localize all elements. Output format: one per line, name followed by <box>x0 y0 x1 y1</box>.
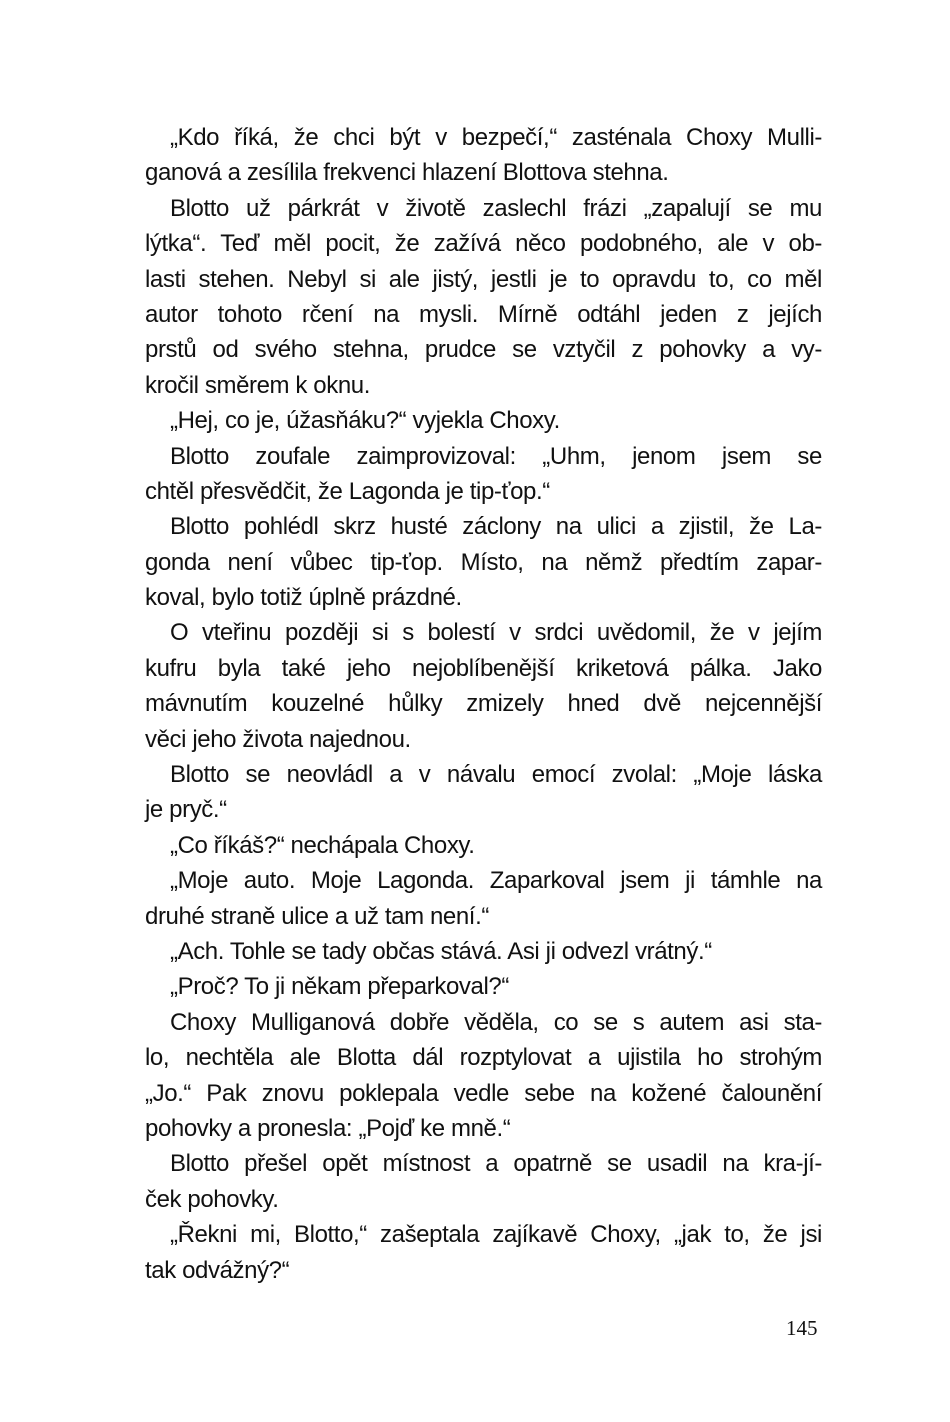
text-line: tak odvážný?“ <box>145 1256 290 1284</box>
text-line: Choxy Mulliganová dobře věděla, co se s autem asi sta- <box>170 1008 822 1036</box>
text-line: Blotto se neovládl a v návalu emocí zvolal: „Moje láska <box>170 761 822 789</box>
text-line: Blotto přešel opět místnost a opatrně se usadil na kra-jí- <box>170 1150 822 1178</box>
text-line: lasti stehen. Nebyl si ale jistý, jestli je to opravdu to, co měl <box>145 265 822 293</box>
text-line: kufru byla také jeho nejoblíbenější kriketová pálka. Jako <box>145 654 822 682</box>
text-line: kročil směrem k oknu. <box>145 371 370 399</box>
text-line: lýtka“. Teď měl pocit, že zažívá něco podobného, ale v ob- <box>145 230 822 258</box>
text-line: Blotto už párkrát v životě zaslechl frázi „zapalují se mu <box>170 194 822 222</box>
text-line: pohovky a pronesla: „Pojď ke mně.“ <box>145 1114 511 1142</box>
text-line: „Ach. Tohle se tady občas stává. Asi ji odvezl vrátný.“ <box>170 937 712 965</box>
text-line: „Moje auto. Moje Lagonda. Zaparkoval jsem ji támhle na <box>170 867 822 895</box>
text-line: je pryč.“ <box>145 796 227 824</box>
text-line: druhé straně ulice a už tam není.“ <box>145 902 489 930</box>
text-line: koval, bylo totiž úplně prázdné. <box>145 584 462 612</box>
text-line: autor tohoto rčení na mysli. Mírně odtáhl jeden z jejích <box>145 300 822 328</box>
text-line: lo, nechtěla ale Blotta dál rozptylovat a ujistila ho strohým <box>145 1044 822 1072</box>
text-line: Blotto pohlédl skrz husté záclony na ulici a zjistil, že La- <box>170 513 822 541</box>
text-line: ček pohovky. <box>145 1185 279 1213</box>
text-line: „Co říkáš?“ nechápala Choxy. <box>170 831 475 859</box>
text-line: „Proč? To ji někam přeparkoval?“ <box>170 973 509 1001</box>
text-line: „Hej, co je, úžasňáku?“ vyjekla Choxy. <box>170 407 560 435</box>
text-line: prstů od svého stehna, prudce se vztyčil z pohovky a vy- <box>145 336 822 364</box>
text-line: „Kdo říká, že chci být v bezpečí,“ zasténala Choxy Mulli- <box>170 124 822 151</box>
text-line: chtěl přesvědčit, že Lagonda je tip-ťop.“ <box>145 477 550 505</box>
text-line: ganová a zesílila frekvenci hlazení Blottova stehna. <box>145 159 669 187</box>
text-line: „Řekni mi, Blotto,“ zašeptala zajíkavě Choxy, „jak to, že jsi <box>170 1221 822 1249</box>
page-number: 145 <box>786 1316 818 1340</box>
text-line: O vteřinu později si s bolestí v srdci uvědomil, že v jejím <box>170 619 822 647</box>
text-line: Blotto zoufale zaimprovizoval: „Uhm, jenom jsem se <box>170 442 822 470</box>
body-text <box>145 120 822 1288</box>
text-line: gonda není vůbec tip-ťop. Místo, na němž předtím zapar- <box>145 548 822 576</box>
text-line: mávnutím kouzelné hůlky zmizely hned dvě nejcennější <box>145 690 822 718</box>
text-line: věci jeho života najednou. <box>145 725 411 753</box>
text-line: „Jo.“ Pak znovu poklepala vedle sebe na kožené čalounění <box>145 1079 822 1107</box>
